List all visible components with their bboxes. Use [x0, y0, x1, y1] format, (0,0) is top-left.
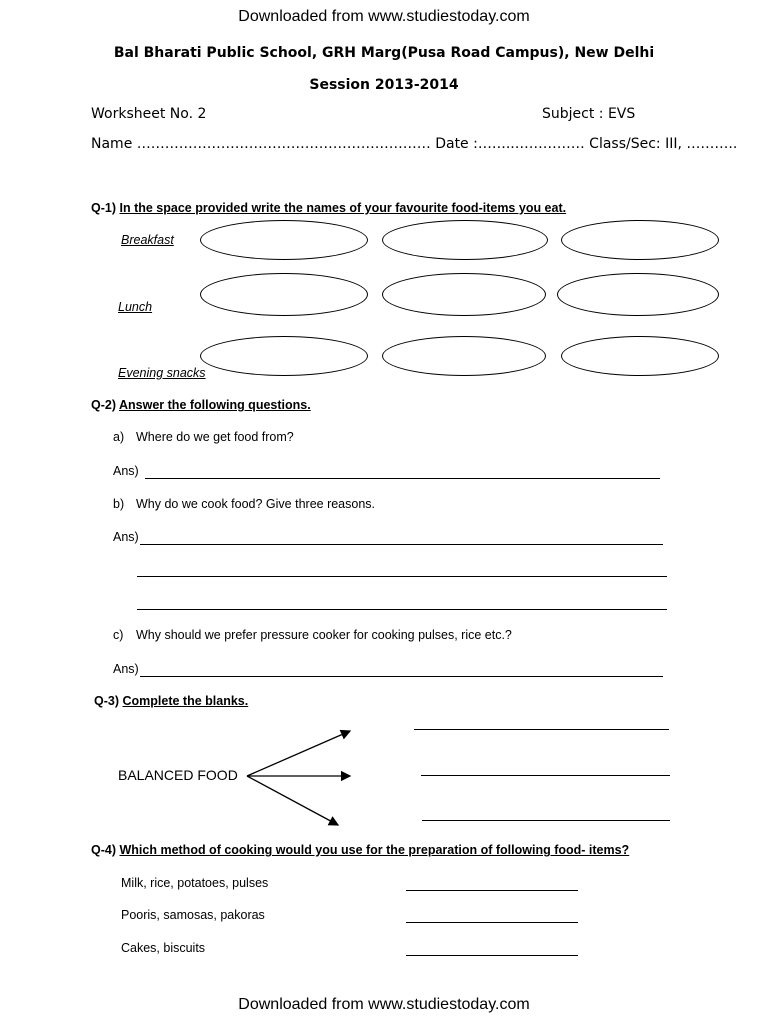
snacks-oval-3[interactable]	[561, 336, 719, 376]
q2b-answer-line-1[interactable]	[140, 544, 663, 545]
q2c-question: Why should we prefer pressure cooker for cooking pulses, rice etc.?	[136, 628, 512, 642]
subject-label: Subject : EVS	[542, 106, 636, 122]
q3-heading	[94, 694, 248, 708]
q4-blank-3[interactable]	[406, 955, 578, 956]
meal-label-breakfast: Breakfast	[121, 233, 174, 247]
q2a-label: a)	[113, 430, 125, 444]
breakfast-oval-3[interactable]	[561, 220, 719, 260]
q2-text: Answer the following questions.	[119, 398, 311, 412]
q2-heading	[91, 398, 311, 412]
meal-label-lunch: Lunch	[118, 300, 153, 314]
balanced-food-label: BALANCED FOOD	[118, 767, 238, 783]
q1-number: Q-1)	[91, 201, 116, 215]
watermark-bottom: Downloaded from www.studiestoday.com	[238, 996, 530, 1013]
snacks-oval-1[interactable]	[200, 336, 368, 376]
q3-text: Complete the blanks.	[122, 694, 249, 708]
q2-number: Q-2)	[91, 398, 116, 412]
q4-text: Which method of cooking would you use for the preparation of following food- items?	[119, 843, 630, 857]
q1-heading	[91, 201, 566, 215]
q4-blank-2[interactable]	[406, 922, 578, 923]
arrow-up	[247, 731, 350, 776]
q3-blank-3[interactable]	[422, 820, 670, 821]
q2b-answer-line-2[interactable]	[137, 576, 667, 577]
watermark-top: Downloaded from www.studiestoday.com	[238, 8, 530, 25]
q4-item-2: Pooris, samosas, pakoras	[121, 908, 265, 922]
q4-blank-1[interactable]	[406, 890, 578, 891]
q2a-ans-label: Ans)	[113, 464, 139, 478]
q2c-answer-line[interactable]	[140, 676, 663, 677]
lunch-oval-2[interactable]	[382, 273, 546, 316]
q2a-question: Where do we get food from?	[136, 430, 294, 444]
q3-blank-1[interactable]	[414, 729, 669, 730]
q4-item-3: Cakes, biscuits	[121, 941, 206, 955]
q2b-ans-label: Ans)	[113, 530, 139, 544]
name-date-class-line: Name ……………………………………………………… Date :……..…………… Class/Sec: III, ………..	[91, 136, 738, 152]
q2b-label: b)	[113, 497, 125, 511]
q1-text: In the space provided write the names of your favourite food-items you eat.	[119, 201, 567, 215]
q2b-question: Why do we cook food? Give three reasons.	[136, 497, 376, 511]
q2b-answer-line-3[interactable]	[137, 609, 667, 610]
q4-number: Q-4)	[91, 843, 116, 857]
branch-arrows-diagram	[240, 725, 360, 835]
lunch-oval-1[interactable]	[200, 273, 368, 316]
arrow-down	[247, 776, 338, 825]
q3-number: Q-3)	[94, 694, 119, 708]
q2c-label: c)	[113, 628, 124, 642]
q4-item-1: Milk, rice, potatoes, pulses	[121, 876, 269, 890]
breakfast-oval-2[interactable]	[382, 220, 548, 260]
q4-heading	[91, 843, 629, 857]
snacks-oval-2[interactable]	[382, 336, 546, 376]
worksheet-number: Worksheet No. 2	[91, 106, 207, 122]
q2c-ans-label: Ans)	[113, 662, 139, 676]
lunch-oval-3[interactable]	[557, 273, 719, 316]
school-title: Bal Bharati Public School, GRH Marg(Pusa Road Campus), New Delhi	[113, 45, 655, 61]
session-title: Session 2013-2014	[309, 77, 459, 93]
breakfast-oval-1[interactable]	[200, 220, 368, 260]
q2a-answer-line[interactable]	[145, 478, 660, 479]
q3-blank-2[interactable]	[421, 775, 670, 776]
meal-label-evening-snacks: Evening snacks	[118, 366, 206, 380]
